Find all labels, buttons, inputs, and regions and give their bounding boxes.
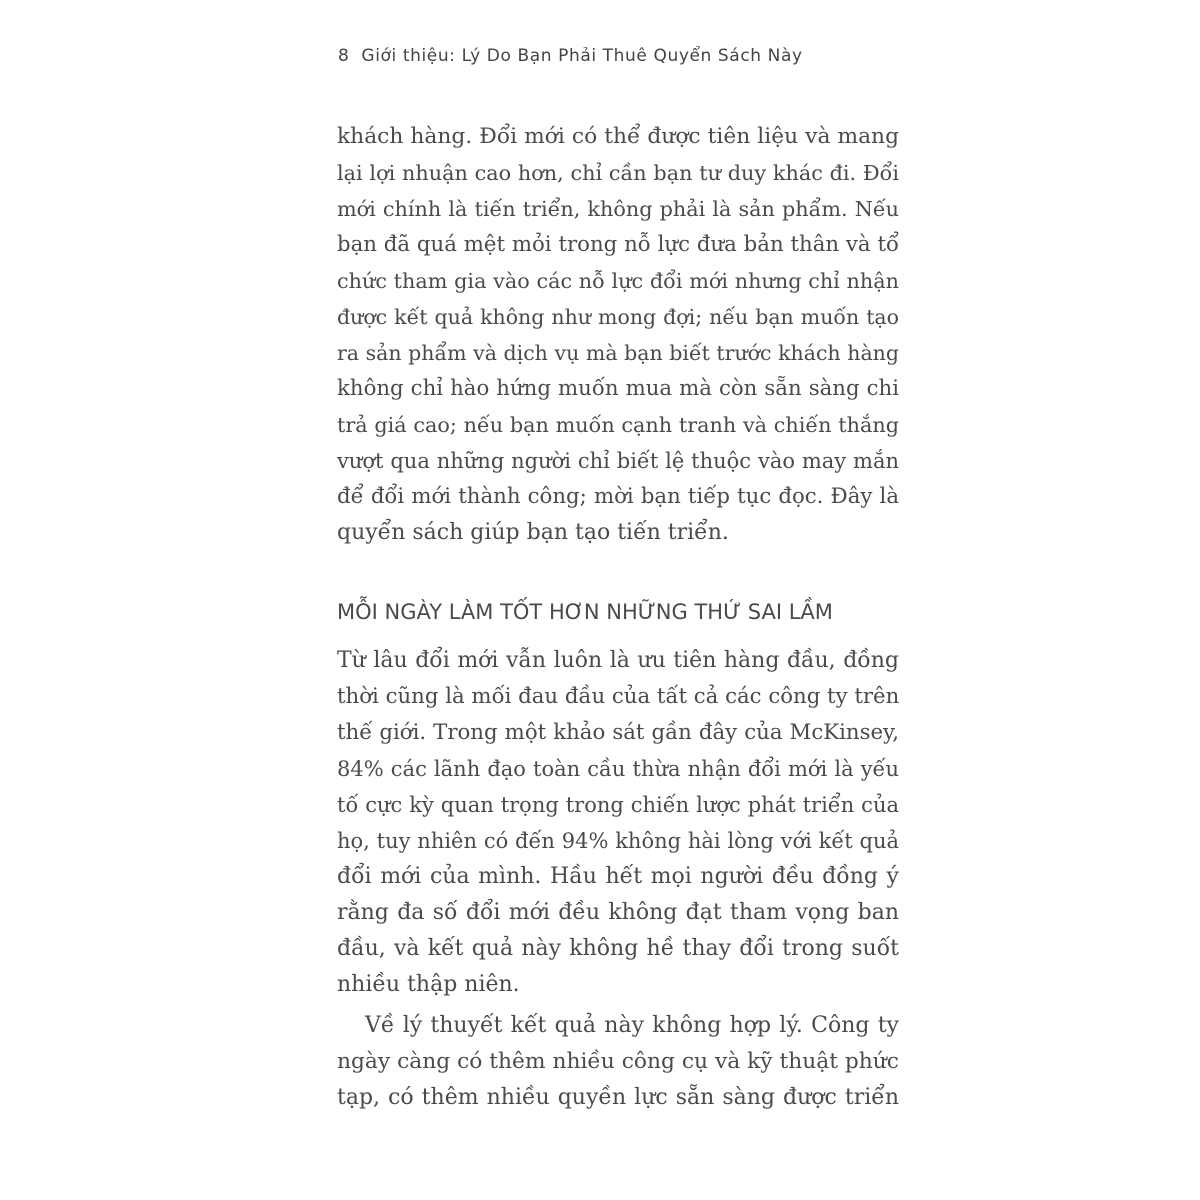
text-line: Từ lâu đổi mới vẫn luôn là ưu tiên hàng đầu, đồng [337, 648, 899, 673]
running-head [338, 46, 803, 66]
text-line: 84% các lãnh đạo toàn cầu thừa nhận đổi mới là yếu [337, 757, 899, 781]
text-line: vượt qua những người chỉ biết lệ thuộc vào may mắn [337, 449, 899, 473]
text-line: rằng đa số đổi mới đều không đạt tham vọng ban [337, 900, 899, 925]
text-line: tạp, có thêm nhiều quyền lực sẵn sàng được triển [337, 1085, 899, 1110]
text-line: mới chính là tiến triển, không phải là sản phẩm. Nếu [337, 197, 899, 221]
text-line: ngày càng có thêm nhiều công cụ và kỹ thuật phức [337, 1049, 899, 1074]
text-line: lại lợi nhuận cao hơn, chỉ cần bạn tư duy khác đi. Đổi [337, 161, 899, 185]
text-line: bạn đã quá mệt mỏi trong nỗ lực đưa bản thân và tổ [337, 232, 899, 257]
text-line: tố cực kỳ quan trọng trong chiến lược phát triển của [337, 793, 899, 817]
text-line: quyển sách giúp bạn tạo tiến triển. [337, 520, 729, 545]
text-line: khách hàng. Đổi mới có thể được tiên liệu và mang [337, 124, 899, 149]
text-line: đầu, và kết quả này không hề thay đổi trong suốt [337, 936, 899, 961]
text-line: ra sản phẩm và dịch vụ mà bạn biết trước khách hàng [337, 341, 899, 365]
section-heading: MỖI NGÀY LÀM TỐT HƠN NHỮNG THỨ SAI LẦM [337, 600, 833, 624]
text-line: thế giới. Trong một khảo sát gần đây của McKinsey, [337, 720, 899, 745]
chapter-title: Giới thiệu: Lý Do Bạn Phải Thuê Quyển Sách Này [361, 46, 803, 66]
page-number: 8 [338, 46, 350, 66]
text-line: để đổi mới thành công; mời bạn tiếp tục đọc. Đây là [337, 484, 899, 509]
text-line: họ, tuy nhiên có đến 94% không hài lòng với kết quả [337, 829, 899, 853]
text-line: được kết quả không như mong đợi; nếu bạn muốn tạo [337, 305, 899, 329]
text-line: chức tham gia vào các nỗ lực đổi mới nhưng chỉ nhận [337, 269, 899, 293]
text-line: nhiều thập niên. [337, 972, 520, 997]
text-line: trả giá cao; nếu bạn muốn cạnh tranh và chiến thắng [337, 413, 899, 437]
text-line: đổi mới của mình. Hầu hết mọi người đều đồng ý [337, 864, 899, 889]
text-line: thời cũng là mối đau đầu của tất cả các công ty trên [337, 684, 900, 709]
text-line: không chỉ hào hứng muốn mua mà còn sẵn sàng chi [337, 376, 899, 401]
text-line: Về lý thuyết kết quả này không hợp lý. Công ty [365, 1013, 899, 1038]
